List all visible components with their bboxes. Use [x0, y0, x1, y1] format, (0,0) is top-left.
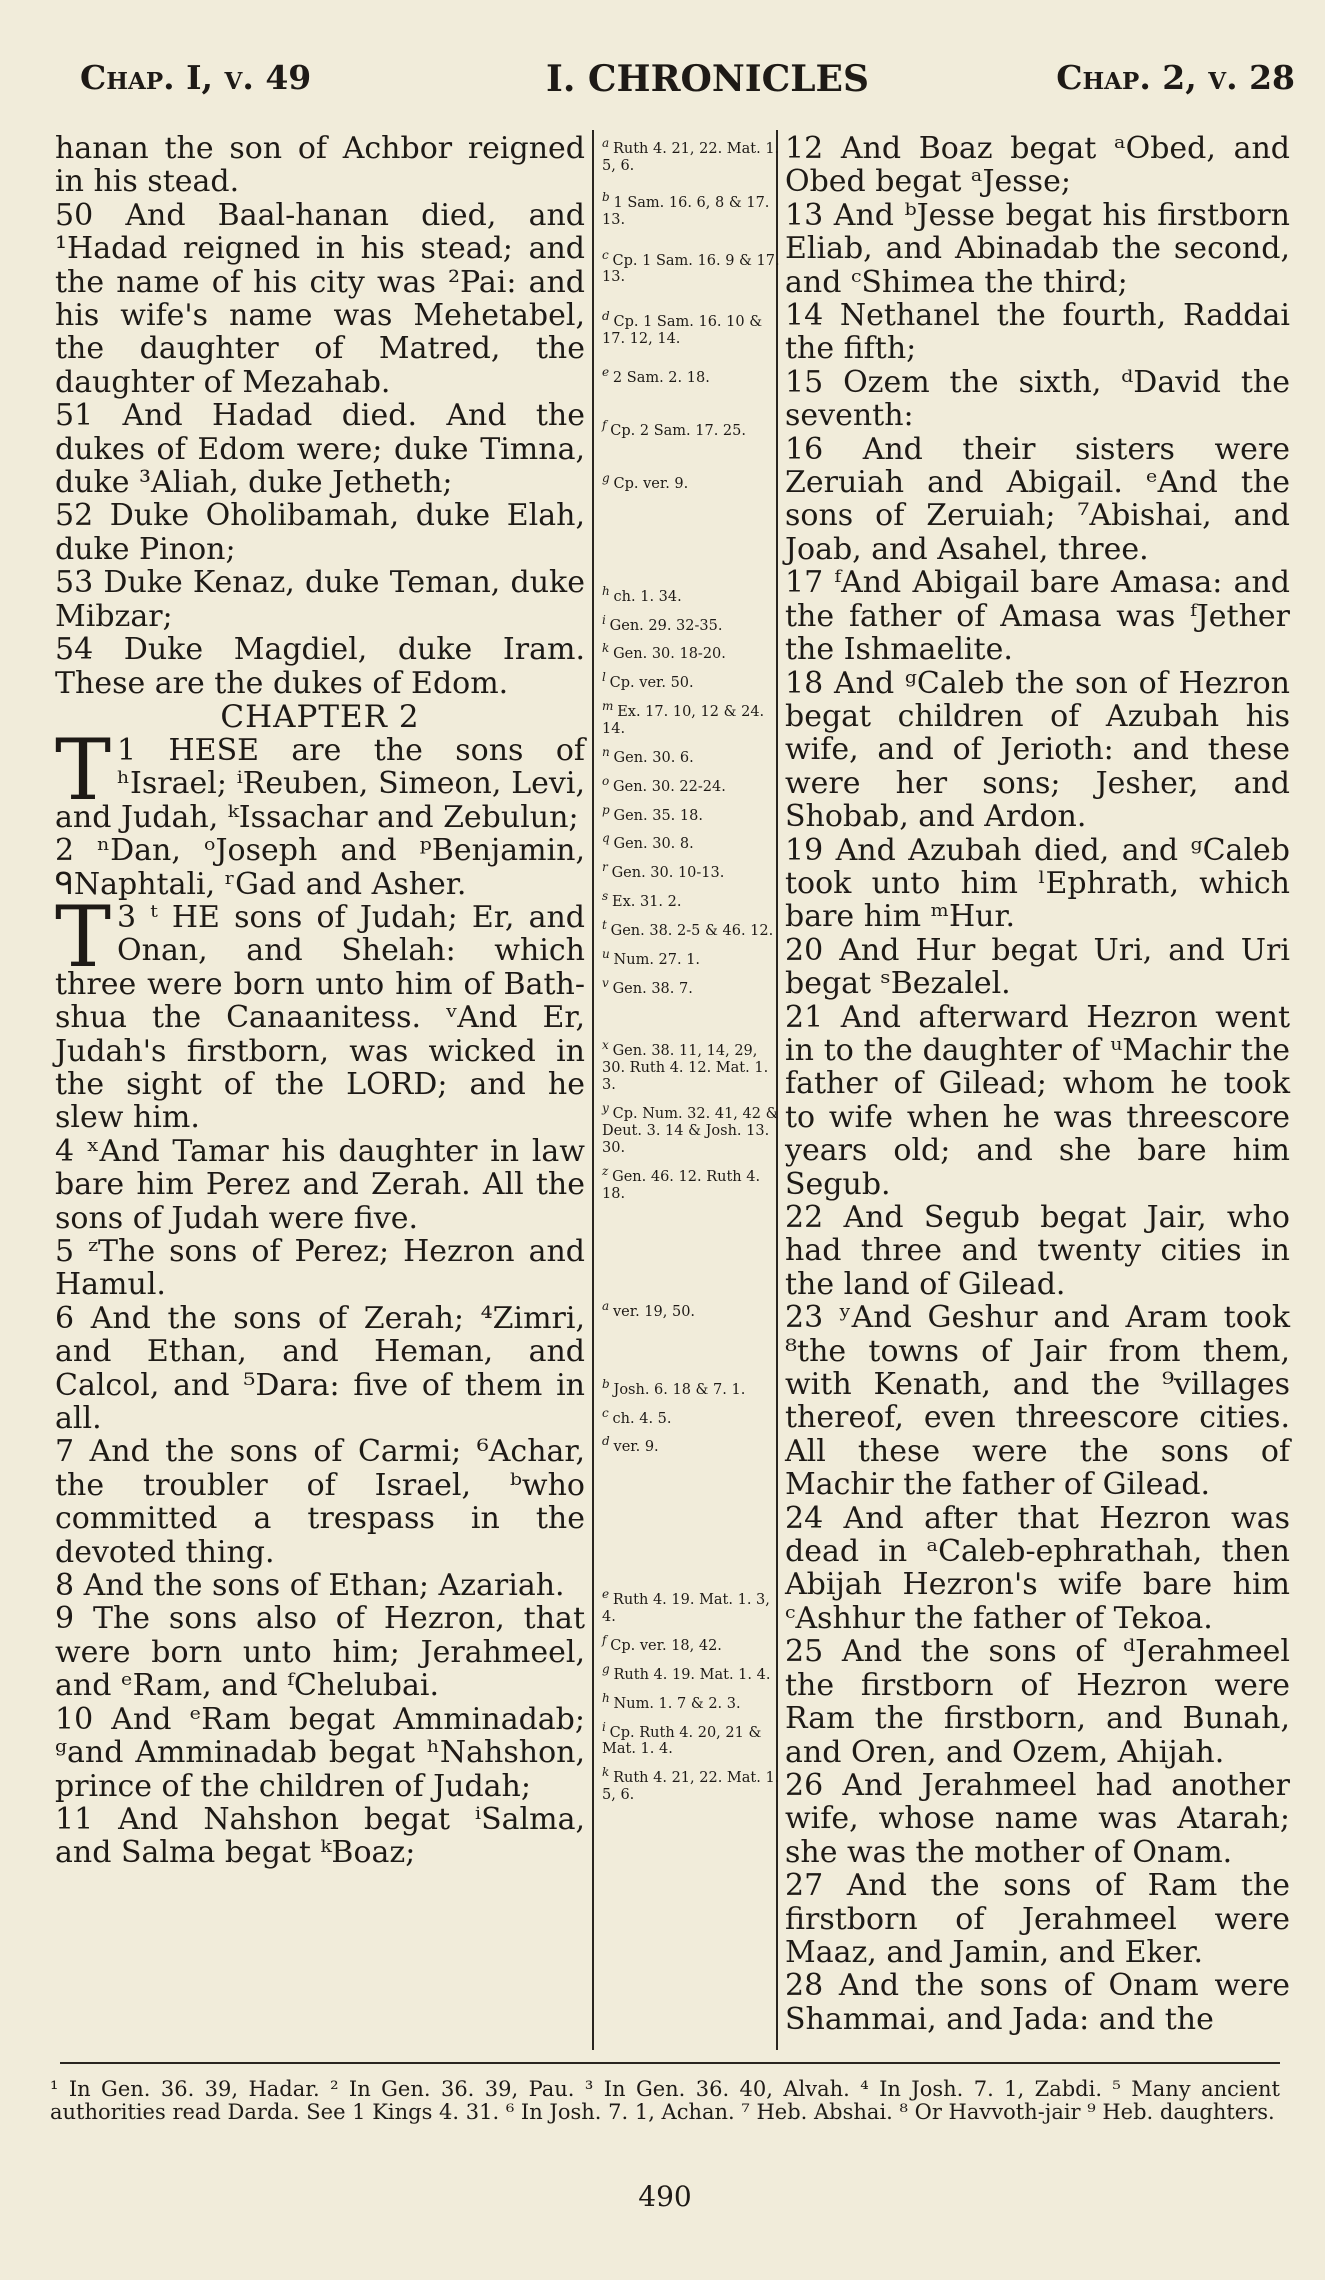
cross-reference-note	[602, 1376, 780, 1399]
cross-reference-note	[602, 773, 780, 796]
cross-reference-note	[602, 1661, 780, 1684]
cross-reference-note	[602, 698, 780, 738]
cross-reference-note	[602, 1100, 780, 1157]
note-letter: r	[602, 860, 612, 875]
verse-2-24: 24 And after that Hezron was dead in ᵃCaleb-ephrathah, then Abijah Hezron's wife bare him ᶜAshhur the father of Tekoa.	[785, 1500, 1290, 1636]
chapter-heading: CHAPTER 2	[220, 698, 420, 735]
cross-reference-note	[602, 669, 780, 692]
header-right-reference: Chap. 2, v. 28	[1056, 58, 1295, 97]
verse-2-8: 8 And the sons of Ethan; Azariah.	[55, 1568, 565, 1604]
cross-reference-note	[602, 859, 780, 882]
verse-2-3	[55, 887, 585, 1136]
note-text: Gen. 38. 11, 14, 29, 30. Ruth 4. 12. Mat. 1. 3.	[602, 1043, 769, 1094]
verse-2-14: 14 Nethanel the fourth, Raddai the fifth;	[785, 298, 1290, 367]
verse-text: HE sons of Judah; Er, and Onan, and Shelah: which three were born unto him of Bath-shua the Canaanitess. ᵛAnd Er, Judah's firstborn, was wicked in the sight of the LORD; and he slew him.	[55, 899, 585, 1136]
note-letter: i	[602, 1719, 610, 1734]
verse-2-23: 23 ʸAnd Geshur and Aram took ⁸the towns of Jair from them, with Kenath, and the ⁹villages thereof, even threescore cities. All these were the sons of Machir the father of Gilead.	[785, 1300, 1290, 1503]
cross-reference-note	[602, 802, 780, 825]
note-letter: y	[602, 1101, 613, 1116]
note-letter: i	[602, 612, 610, 627]
cross-reference-note	[602, 189, 780, 229]
note-letter: t	[602, 917, 611, 932]
note-letter: e	[602, 365, 613, 380]
note-letter: l	[602, 670, 610, 685]
note-text: Gen. 38. 2-5 & 46. 12.	[610, 922, 774, 939]
note-letter: h	[602, 583, 614, 598]
note-letter: q	[602, 831, 614, 846]
cross-reference-note	[602, 308, 780, 348]
running-header	[80, 58, 1295, 108]
note-text: Ruth 4. 21, 22. Mat. 1. 5, 6.	[602, 140, 780, 174]
cross-reference-note	[602, 1632, 780, 1655]
verse-number: 3 ᵗ	[117, 899, 158, 935]
verse-2-11: 11 And Nahshon begat ⁱSalma, and Salma begat ᵏBoaz;	[55, 1801, 585, 1871]
cross-reference-note	[602, 1764, 780, 1804]
note-letter: x	[602, 1038, 613, 1053]
cross-reference-note	[602, 1690, 780, 1713]
note-letter: g	[602, 470, 614, 485]
verse-2-15: 15 Ozem the sixth, ᵈDavid the seventh:	[785, 364, 1290, 434]
note-text: Cp. ver. 9.	[613, 475, 689, 492]
verse-1-52: 52 Duke Oholibamah, duke Elah, duke Pinon;	[55, 498, 585, 567]
verse-2-4: 4 ˣAnd Tamar his daughter in law bare him Perez and Zerah. All the sons of Judah were five.	[55, 1133, 585, 1236]
note-letter: b	[602, 1376, 614, 1391]
cross-reference-note	[602, 1037, 780, 1094]
note-text: Cp. 1 Sam. 16. 10 & 17. 12, 14.	[602, 314, 763, 348]
footnote-text: ¹ In Gen. 36. 39, Hadar. ² In Gen. 36. 39, Pau. ³ In Gen. 36. 40, Alvah. ⁴ In Josh. 7. 1, Zabdi. ⁵ Many ancient authorities read Darda. See 1 Kings 4. 31. ⁶ In Josh. 7. 1, Achan. ⁷ Heb. Abshai. ⁸ Or Havvoth-jair ⁹ Heb. daughters.	[50, 2077, 1280, 2124]
column-divider-left	[592, 130, 594, 2050]
cross-reference-note	[602, 640, 780, 663]
note-text: Num. 27. 1.	[613, 951, 701, 968]
note-letter: f	[602, 418, 611, 433]
note-letter: u	[602, 946, 614, 961]
verse-1-50: 50 And Baal-hanan died, and ¹Hadad reigned in his stead; and the name of his city was ²Pai: and his wife's name was Mehetabel, the daughter of Matred, the daughter of Mezahab.	[55, 197, 585, 400]
cross-reference-column	[602, 135, 780, 1810]
note-letter: a	[602, 1298, 613, 1313]
note-text: ver. 9.	[613, 1439, 659, 1456]
note-letter: c	[602, 247, 613, 262]
note-letter: h	[602, 1690, 614, 1705]
note-letter: m	[602, 699, 618, 714]
verse-1-53: 53 Duke Kenaz, duke Teman, duke Mibzar;	[55, 565, 585, 634]
note-text: Cp. 1 Sam. 16. 9 & 17. 13.	[602, 252, 780, 286]
note-letter: k	[602, 1765, 614, 1780]
note-text: Gen. 46. 12. Ruth 4. 18.	[602, 1168, 761, 1202]
drop-cap: T	[55, 720, 112, 819]
note-text: Gen. 38. 7.	[612, 980, 693, 997]
note-text: Gen. 35. 18.	[613, 807, 703, 824]
note-text: ch. 1. 34.	[613, 588, 682, 605]
note-text: Gen. 30. 8.	[613, 836, 694, 853]
verse-2-27: 27 And the sons of Ram the firstborn of Jerahmeel were Maaz, and Jamin, and Eker.	[785, 1868, 1290, 1970]
cross-reference-note	[602, 417, 780, 440]
note-letter: p	[602, 802, 614, 817]
cross-reference-note	[602, 1433, 780, 1456]
verse-continuation: hanan the son of Achbor reigned in his stead.	[55, 131, 585, 200]
cross-reference-note	[602, 1586, 780, 1626]
note-letter: a	[602, 136, 613, 150]
note-text: Cp. Ruth 4. 20, 21 & Mat. 1. 4.	[602, 1724, 762, 1758]
note-text: 2 Sam. 2. 18.	[612, 370, 710, 387]
cross-reference-note	[602, 1405, 780, 1428]
note-text: Ex. 31. 2.	[611, 893, 682, 910]
cross-reference-note	[602, 946, 780, 969]
verse-2-21: 21 And afterward Hezron went in to the daughter of ᵘMachir the father of Gilead; whom he took to wife when he was threescore years old; and she bare him Segub.	[785, 999, 1290, 1202]
note-letter: b	[602, 189, 614, 204]
note-text: Cp. Num. 32. 41, 42 & Deut. 3. 14 & Josh. 13. 30.	[602, 1106, 779, 1157]
verse-2-28: 28 And the sons of Onam were Shammai, and Jada: and the	[785, 1968, 1290, 2037]
note-text: Gen. 30. 18-20.	[613, 646, 726, 663]
cross-reference-note	[602, 247, 780, 287]
footnotes	[50, 2078, 1280, 2124]
note-text: ver. 19, 50.	[612, 1303, 696, 1320]
book-title: I. CHRONICLES	[546, 58, 869, 100]
verse-2-12: 12 And Boaz begat ᵃObed, and Obed begat ᵃJesse;	[785, 131, 1290, 200]
verse-2-19: 19 And Azubah died, and ᵍCaleb took unto him ˡEphrath, which bare him ᵐHur.	[785, 832, 1290, 935]
cross-reference-note	[602, 1719, 780, 1759]
cross-reference-note	[602, 888, 780, 911]
header-left-reference: Chap. I, v. 49	[80, 58, 312, 97]
verse-2-1	[55, 720, 585, 835]
note-letter: g	[602, 1661, 614, 1676]
verse-2-16: 16 And their sisters were Zeruiah and Abigail. ᵉAnd the sons of Zeruiah; ⁷Abishai, and Joab, and Asahel, three.	[785, 431, 1290, 567]
verse-number: 1	[117, 732, 137, 768]
note-letter: o	[602, 773, 614, 788]
note-text: Gen. 30. 6.	[613, 749, 694, 766]
verse-2-10: 10 And ᵉRam begat Amminadab; ᵍand Amminadab begat ʰNahshon, prince of the children of Judah;	[55, 1701, 585, 1804]
note-letter: c	[602, 1405, 613, 1420]
verse-1-54: 54 Duke Magdiel, duke Iram. These are the dukes of Edom.	[55, 632, 585, 701]
note-letter: e	[602, 1587, 613, 1602]
verse-2-26: 26 And Jerahmeel had another wife, whose name was Atarah; she was the mother of Onam.	[785, 1767, 1290, 1870]
verse-2-13: 13 And ᵇJesse begat his firstborn Eliab, and Abinadab the second, and ᶜShimea the third;	[785, 197, 1290, 300]
cross-reference-note	[602, 1163, 780, 1203]
note-text: Gen. 30. 22-24.	[613, 778, 726, 795]
note-letter: d	[602, 1434, 614, 1449]
verse-2-9: 9 The sons also of Hezron, that were born unto him; Jerahmeel, and ᵉRam, and ᶠChelubai.	[55, 1601, 585, 1704]
note-letter: f	[602, 1633, 611, 1648]
note-text: Num. 1. 7 & 2. 3.	[613, 1695, 741, 1712]
drop-cap: T	[55, 887, 112, 986]
verse-2-20: 20 And Hur begat Uri, and Uri begat ˢBezalel.	[785, 932, 1290, 1002]
verse-2-5: 5 ᶻThe sons of Perez; Hezron and Hamul.	[55, 1234, 585, 1303]
note-text: Ruth 4. 19. Mat. 1. 4.	[613, 1666, 771, 1683]
cross-reference-note	[602, 1298, 780, 1321]
page-number: 490	[638, 2180, 692, 2213]
note-letter: k	[602, 641, 614, 656]
note-letter: n	[602, 744, 614, 759]
cross-reference-note	[602, 612, 780, 635]
left-text-column	[55, 132, 585, 1870]
note-text: Ruth 4. 19. Mat. 1. 3, 4.	[602, 1592, 770, 1626]
note-letter: d	[602, 309, 614, 324]
note-letter: v	[602, 975, 613, 990]
verse-text: HESE are the sons of ʰIsrael; ⁱReuben, Simeon, Levi, and Judah, ᵏIssachar and Zebulun;	[55, 732, 585, 835]
note-text: Cp. ver. 18, 42.	[610, 1637, 722, 1654]
note-letter: s	[602, 889, 612, 904]
note-text: ch. 4. 5.	[612, 1410, 672, 1427]
verse-2-7: 7 And the sons of Carmi; ⁶Achar, the troubler of Israel, ᵇwho committed a trespass in the devoted thing.	[55, 1434, 585, 1570]
cross-reference-note	[602, 917, 780, 940]
cross-reference-note	[602, 135, 780, 175]
verse-2-6: 6 And the sons of Zerah; ⁴Zimri, and Ethan, and Heman, and Calcol, and ⁵Dara: five of them in all.	[55, 1300, 585, 1437]
right-text-column	[785, 132, 1290, 2036]
note-text: Cp. 2 Sam. 17. 25.	[610, 422, 746, 439]
note-text: 1 Sam. 16. 6, 8 & 17. 13.	[602, 194, 770, 228]
cross-reference-note	[602, 470, 780, 493]
note-letter: z	[602, 1164, 613, 1179]
cross-reference-note	[602, 975, 780, 998]
cross-reference-note	[602, 364, 780, 387]
note-text: Ex. 17. 10, 12 & 24. 14.	[602, 703, 765, 737]
note-text: Gen. 29. 32-35.	[609, 617, 723, 634]
cross-reference-note	[602, 830, 780, 853]
note-text: Ruth 4. 21, 22. Mat. 1. 5, 6.	[602, 1770, 780, 1804]
cross-reference-note	[602, 583, 780, 606]
verse-2-25: 25 And the sons of ᵈJerahmeel the firstborn of Hezron were Ram the firstborn, and Bunah, and Oren, and Ozem, Ahijah.	[785, 1634, 1290, 1770]
cross-reference-note	[602, 744, 780, 767]
verse-1-51: 51 And Hadad died. And the dukes of Edom were; duke Timna, duke ³Aliah, duke Jetheth;	[55, 398, 585, 501]
verse-2-2: 2 ⁿDan, ᵒJoseph and ᵖBenjamin, ᑫNaphtali, ʳGad and Asher.	[55, 833, 585, 902]
verse-2-17: 17 ᶠAnd Abigail bare Amasa: and the father of Amasa was ᶠJether the Ishmaelite.	[785, 565, 1290, 668]
verse-2-18: 18 And ᵍCaleb the son of Hezron begat children of Azubah his wife, and of Jerioth: and these were her sons; Jesher, and Shobab, and Ardon.	[785, 665, 1290, 835]
verse-2-22: 22 And Segub begat Jair, who had three and twenty cities in the land of Gilead.	[785, 1200, 1290, 1302]
note-text: Cp. ver. 50.	[609, 675, 694, 692]
note-text: Josh. 6. 18 & 7. 1.	[613, 1381, 746, 1398]
note-text: Gen. 30. 10-13.	[611, 865, 725, 882]
footnote-divider	[60, 2062, 1280, 2064]
